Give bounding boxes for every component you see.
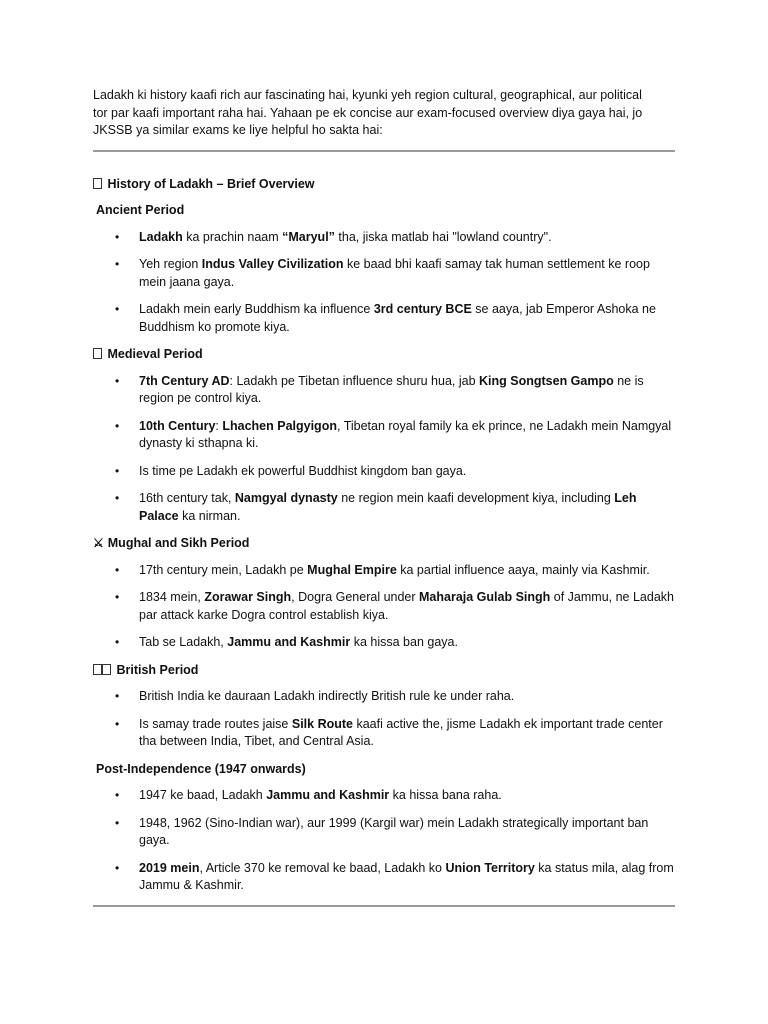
list-medieval [93,373,675,526]
text: ka hissa ban gaya. [350,635,458,649]
list-item [93,815,675,850]
text: Yeh region [139,257,202,271]
text: ne is region pe control kiya. [139,373,644,405]
text: ka partial influence aaya, mainly via Kashmir. [396,562,650,577]
intro-line-2: tor par kaafi important raha hai. Yahaan pe ek concise aur exam-focused overview diya gaya hai, jo [93,105,643,120]
text: 1948, 1962 (Sino-Indian war), aur 1999 (Kargil war) mein Ladakh strategically important ban gaya. [139,815,649,847]
horizontal-rule-bottom [93,905,675,907]
document-title-text: History of Ladakh – Brief Overview [107,176,315,191]
list-item [93,634,675,652]
text: Tab se Ladakh, [139,635,228,649]
section-heading-ancient: Ancient Period [96,203,185,217]
text: se aaya, jab Emperor Ashoka ne Buddhism ko promote kiya. [139,302,656,334]
bold-text: Ladakh [139,229,183,244]
text: , Tibetan royal family ka ek prince, ne Ladakh mein Namgyal dynasty ki sthapna ki. [139,418,672,450]
text: ka status mila, alag from Jammu & Kashmir. [139,860,674,892]
bold-text: Silk Route [291,716,353,731]
bullet-icon: • [115,562,120,577]
text: Is samay trade routes jaise [139,716,292,731]
bold-text: 10th Century [139,418,216,433]
section-heading-text: British Period [116,662,199,677]
section-heading-british [93,662,675,680]
text: tha, jiska matlab hai "lowland country". [334,229,552,244]
list-item [93,562,675,580]
intro-line-3: JKSSB ya similar exams ke liye helpful ho sakta hai: [93,123,383,137]
missing-glyph-icon [102,664,111,675]
bullet-icon: • [115,418,120,433]
bullet-icon: • [115,716,120,731]
horizontal-rule-top [93,150,675,152]
text: Is time pe Ladakh ek powerful Buddhist kingdom ban gaya. [139,463,467,478]
section-heading-text: Medieval Period [107,347,203,361]
text: British India ke dauraan Ladakh indirectly British rule ke under raha. [139,689,515,703]
document-content [93,87,675,907]
section-heading-mughal-sikh [93,535,675,553]
bullet-icon: • [115,491,120,505]
text: of Jammu, ne Ladakh par attack karke Dogra control establish kiya. [139,590,674,622]
text: ka prachin naam [182,229,283,244]
bullet-icon: • [115,257,120,271]
bullet-icon: • [115,815,120,830]
document-title [93,176,675,194]
list-item [93,688,675,706]
bold-text: 3rd century BCE [373,302,472,316]
missing-glyph-icon [93,178,102,189]
list-post-independence [93,787,675,895]
intro-line-1: Ladakh ki history kaafi rich aur fascinating hai, kyunki yeh region cultural, geographical, aur political [93,88,642,102]
list-item [93,463,675,481]
section-heading-post-independence: Post-Independence (1947 onwards) [96,761,306,776]
text: , Dogra General under [291,590,420,604]
bold-text: Lhachen Palgyigon [222,418,337,433]
text: ka hissa bana raha. [389,788,502,802]
bullet-icon: • [115,860,120,875]
text: ke baad bhi kaafi samay tak human settlement ke roop mein jaana gaya. [139,257,650,289]
text: kaafi active the, jisme Ladakh ek important trade center tha between India, Tibet, and Central Asia. [139,716,663,748]
bold-text: Indus Valley Civilization [201,257,344,271]
crossed-swords-icon: ⚔ [93,536,104,550]
bold-text: Leh Palace [139,491,637,523]
bullet-icon: • [115,590,120,604]
bullet-icon: • [115,373,120,388]
text: ne region mein kaafi development kiya, including [337,491,615,505]
list-item [93,787,675,805]
missing-glyph-icon [93,348,102,359]
bold-text: Mughal Empire [307,562,397,577]
list-item [93,490,675,525]
bold-text: Maharaja Gulab Singh [419,590,551,604]
intro-paragraph [93,87,675,140]
bullet-icon: • [115,229,120,244]
bold-text: 2019 mein [139,860,200,875]
bold-text: Zorawar Singh [204,590,292,604]
bold-text: Union Territory [445,860,535,875]
bold-text: Jammu and Kashmir [266,788,390,802]
list-mughal-sikh [93,562,675,652]
bullet-icon: • [115,788,120,802]
text: ka nirman. [178,508,241,523]
bold-text: Namgyal dynasty [234,491,338,505]
list-british [93,688,675,751]
bullet-icon: • [115,302,120,316]
list-ancient [93,229,675,337]
section-heading-text: Mughal and Sikh Period [107,536,250,550]
text: 16th century tak, [139,491,235,505]
section-heading-medieval [93,346,675,364]
bullet-icon: • [115,635,120,649]
text: : [215,418,223,433]
bold-text: Jammu and Kashmir [227,635,351,649]
list-item [93,589,675,624]
list-item [93,860,675,895]
text: : Ladakh pe Tibetan influence shuru hua, jab [229,373,480,388]
list-item [93,716,675,751]
text: Ladakh mein early Buddhism ka influence [139,302,374,316]
text: 1947 ke baad, Ladakh [139,788,267,802]
text: 17th century mein, Ladakh pe [139,562,308,577]
bold-text: King Songtsen Gampo [479,373,614,388]
text: , Article 370 ke removal ke baad, Ladakh ko [199,860,446,875]
bullet-icon: • [115,689,120,703]
bold-text: 7th Century AD [139,373,230,388]
list-item [93,256,675,291]
list-item [93,373,675,408]
text: 1834 mein, [139,590,205,604]
missing-glyph-icon [93,664,102,675]
bullet-icon: • [115,463,120,478]
list-item [93,418,675,453]
list-item [93,301,675,336]
bold-text: “Maryul” [282,229,335,244]
list-item [93,229,675,247]
